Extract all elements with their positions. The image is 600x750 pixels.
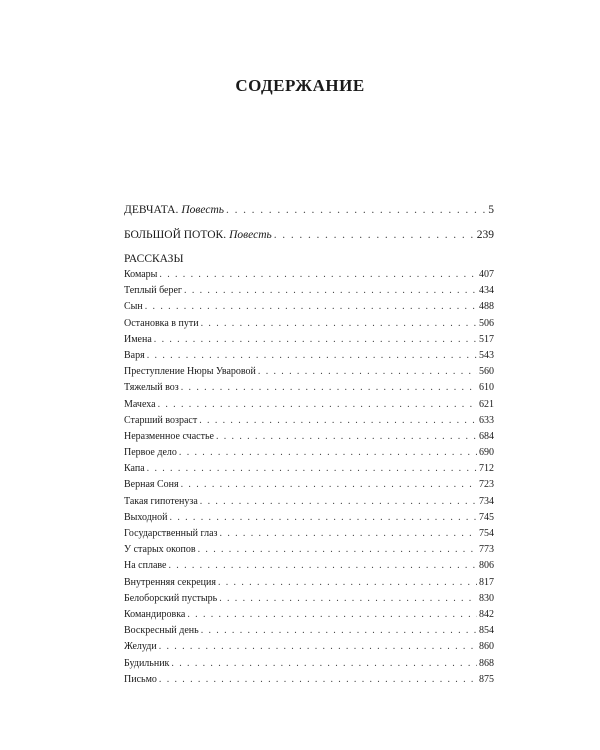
entry-title: Государственный глаз: [124, 528, 218, 539]
toc-entry-novella: [124, 225, 494, 245]
entry-page-number: 560: [479, 366, 494, 378]
dot-leader: [187, 607, 477, 623]
stories-list: [124, 267, 494, 688]
page-title: СОДЕРЖАНИЕ: [235, 76, 365, 95]
dot-leader: [181, 380, 477, 396]
dot-leader: [198, 542, 477, 558]
entry-title: Внутренняя секреция: [124, 576, 216, 588]
toc-entry-story: [124, 267, 494, 283]
entry-page-number: 773: [479, 544, 494, 556]
dot-leader: [147, 348, 477, 364]
entry-page-number: 488: [479, 301, 494, 313]
entry-title: Командировка: [124, 608, 186, 620]
entry-page-number: 690: [479, 447, 494, 459]
toc-entry-story: [124, 672, 494, 688]
toc-entry-story: [124, 656, 494, 672]
entry-page-number: 875: [479, 673, 494, 685]
toc-entry-story: [124, 429, 494, 445]
entry-page-number: 543: [479, 349, 494, 361]
dot-leader: [181, 477, 477, 493]
entry-title: Воскресный день: [124, 625, 199, 637]
dot-leader: [147, 461, 477, 477]
entry-title: Сын: [124, 301, 143, 313]
entry-title: Комары: [124, 269, 158, 280]
entry-title: Письмо: [124, 673, 157, 685]
dot-leader: [145, 299, 477, 315]
entry-page-number: 860: [479, 641, 494, 653]
toc-entry-story: [124, 494, 494, 510]
entry-page-number: 5: [488, 204, 494, 216]
entry-page-number: 868: [479, 657, 494, 669]
dot-leader: [184, 283, 477, 299]
dot-leader: [216, 429, 477, 445]
entry-page-number: 723: [479, 479, 494, 491]
dot-leader: [171, 656, 477, 672]
entry-page-number: 434: [479, 285, 494, 297]
entry-title: Капа: [124, 463, 145, 475]
toc-entry-story: [124, 316, 494, 332]
dot-leader: [159, 672, 477, 688]
dot-leader: [159, 267, 477, 283]
entry-page-number: 842: [479, 608, 494, 620]
toc-entry-story: [124, 639, 494, 655]
stories-heading: РАССКАЗЫ: [124, 253, 184, 265]
entry-title: Такая гипотенуза: [124, 495, 198, 507]
toc-entry-story: [124, 397, 494, 413]
dot-leader: [226, 200, 486, 220]
entry-page-number: 854: [479, 625, 494, 637]
entry-page-number: 517: [479, 333, 494, 345]
entry-page-number: 830: [479, 592, 494, 604]
dot-leader: [158, 397, 477, 413]
toc-entry-novella: [124, 200, 494, 220]
entry-title: Будильник: [124, 657, 170, 669]
toc-entry-story: [124, 591, 494, 607]
dot-leader: [201, 316, 477, 332]
entry-title: Белоборский пустырь: [124, 592, 218, 604]
entry-title: Верная Соня: [124, 479, 179, 491]
entry-title: Мачеха: [124, 398, 156, 410]
entry-title: Преступление Нюры Уваровой: [124, 366, 256, 378]
dot-leader: [219, 591, 477, 607]
dot-leader: [159, 639, 477, 655]
entry-page-number: 684: [479, 430, 494, 442]
dot-leader: [200, 494, 477, 510]
dot-leader: [201, 623, 477, 639]
toc-entry-story: [124, 445, 494, 461]
toc-entry-story: [124, 542, 494, 558]
entry-page-number: 754: [479, 528, 494, 539]
toc-entry-story: [124, 413, 494, 429]
toc-entry-story: [124, 380, 494, 396]
toc-entry-story: [124, 575, 494, 591]
entry-page-number: 806: [479, 560, 494, 572]
entry-title: Имена: [124, 333, 152, 345]
entry-title: У старых окопов: [124, 544, 196, 556]
dot-leader: [199, 413, 477, 429]
entry-page-number: 817: [479, 576, 494, 588]
entry-title: На сплаве: [124, 560, 167, 572]
toc-entry-story: [124, 607, 494, 623]
entry-subtitle: Повесть: [229, 229, 272, 241]
dot-leader: [154, 332, 477, 348]
toc-entry-story: [124, 461, 494, 477]
entry-title: Варя: [124, 349, 145, 361]
entry-page-number: 239: [476, 229, 494, 241]
entry-title: Остановка в пути: [124, 317, 199, 329]
toc-entry-story: [124, 558, 494, 574]
dot-leader: [170, 510, 477, 526]
entry-subtitle: Повесть: [181, 204, 225, 216]
entry-page-number: 712: [479, 463, 494, 475]
entry-page-number: 610: [479, 382, 494, 394]
dot-leader: [274, 225, 475, 245]
entry-title: Старший возраст: [124, 414, 198, 426]
entry-title: Желуди: [124, 641, 157, 653]
entry-title: Выходной: [124, 511, 168, 523]
entry-page-number: 506: [479, 317, 494, 329]
entry-page-number: 745: [479, 511, 494, 523]
entry-title: Первое дело: [124, 447, 177, 459]
toc-entry-story: [124, 332, 494, 348]
toc-entry-story: [124, 364, 494, 380]
dot-leader: [220, 526, 477, 542]
entry-title: БОЛЬШОЙ ПОТОК.: [124, 229, 227, 241]
entry-page-number: 407: [479, 269, 494, 280]
entry-page-number: 734: [479, 495, 494, 507]
toc-entry-story: [124, 526, 494, 542]
entry-title: Теплый берег: [124, 285, 183, 297]
toc-entry-story: [124, 348, 494, 364]
entry-title: ДЕВЧАТА.: [124, 204, 179, 216]
toc-entry-story: [124, 623, 494, 639]
dot-leader: [258, 364, 477, 380]
entry-page-number: 633: [479, 414, 494, 426]
dot-leader: [168, 558, 477, 574]
dot-leader: [218, 575, 477, 591]
toc-entry-story: [124, 477, 494, 493]
entry-page-number: 621: [479, 398, 494, 410]
toc-entry-story: [124, 299, 494, 315]
toc-entry-story: [124, 283, 494, 299]
entry-title: Неразменное счастье: [124, 430, 214, 442]
entry-title: Тяжелый воз: [124, 382, 179, 394]
table-of-contents: [124, 200, 494, 688]
toc-entry-story: [124, 510, 494, 526]
dot-leader: [179, 445, 477, 461]
